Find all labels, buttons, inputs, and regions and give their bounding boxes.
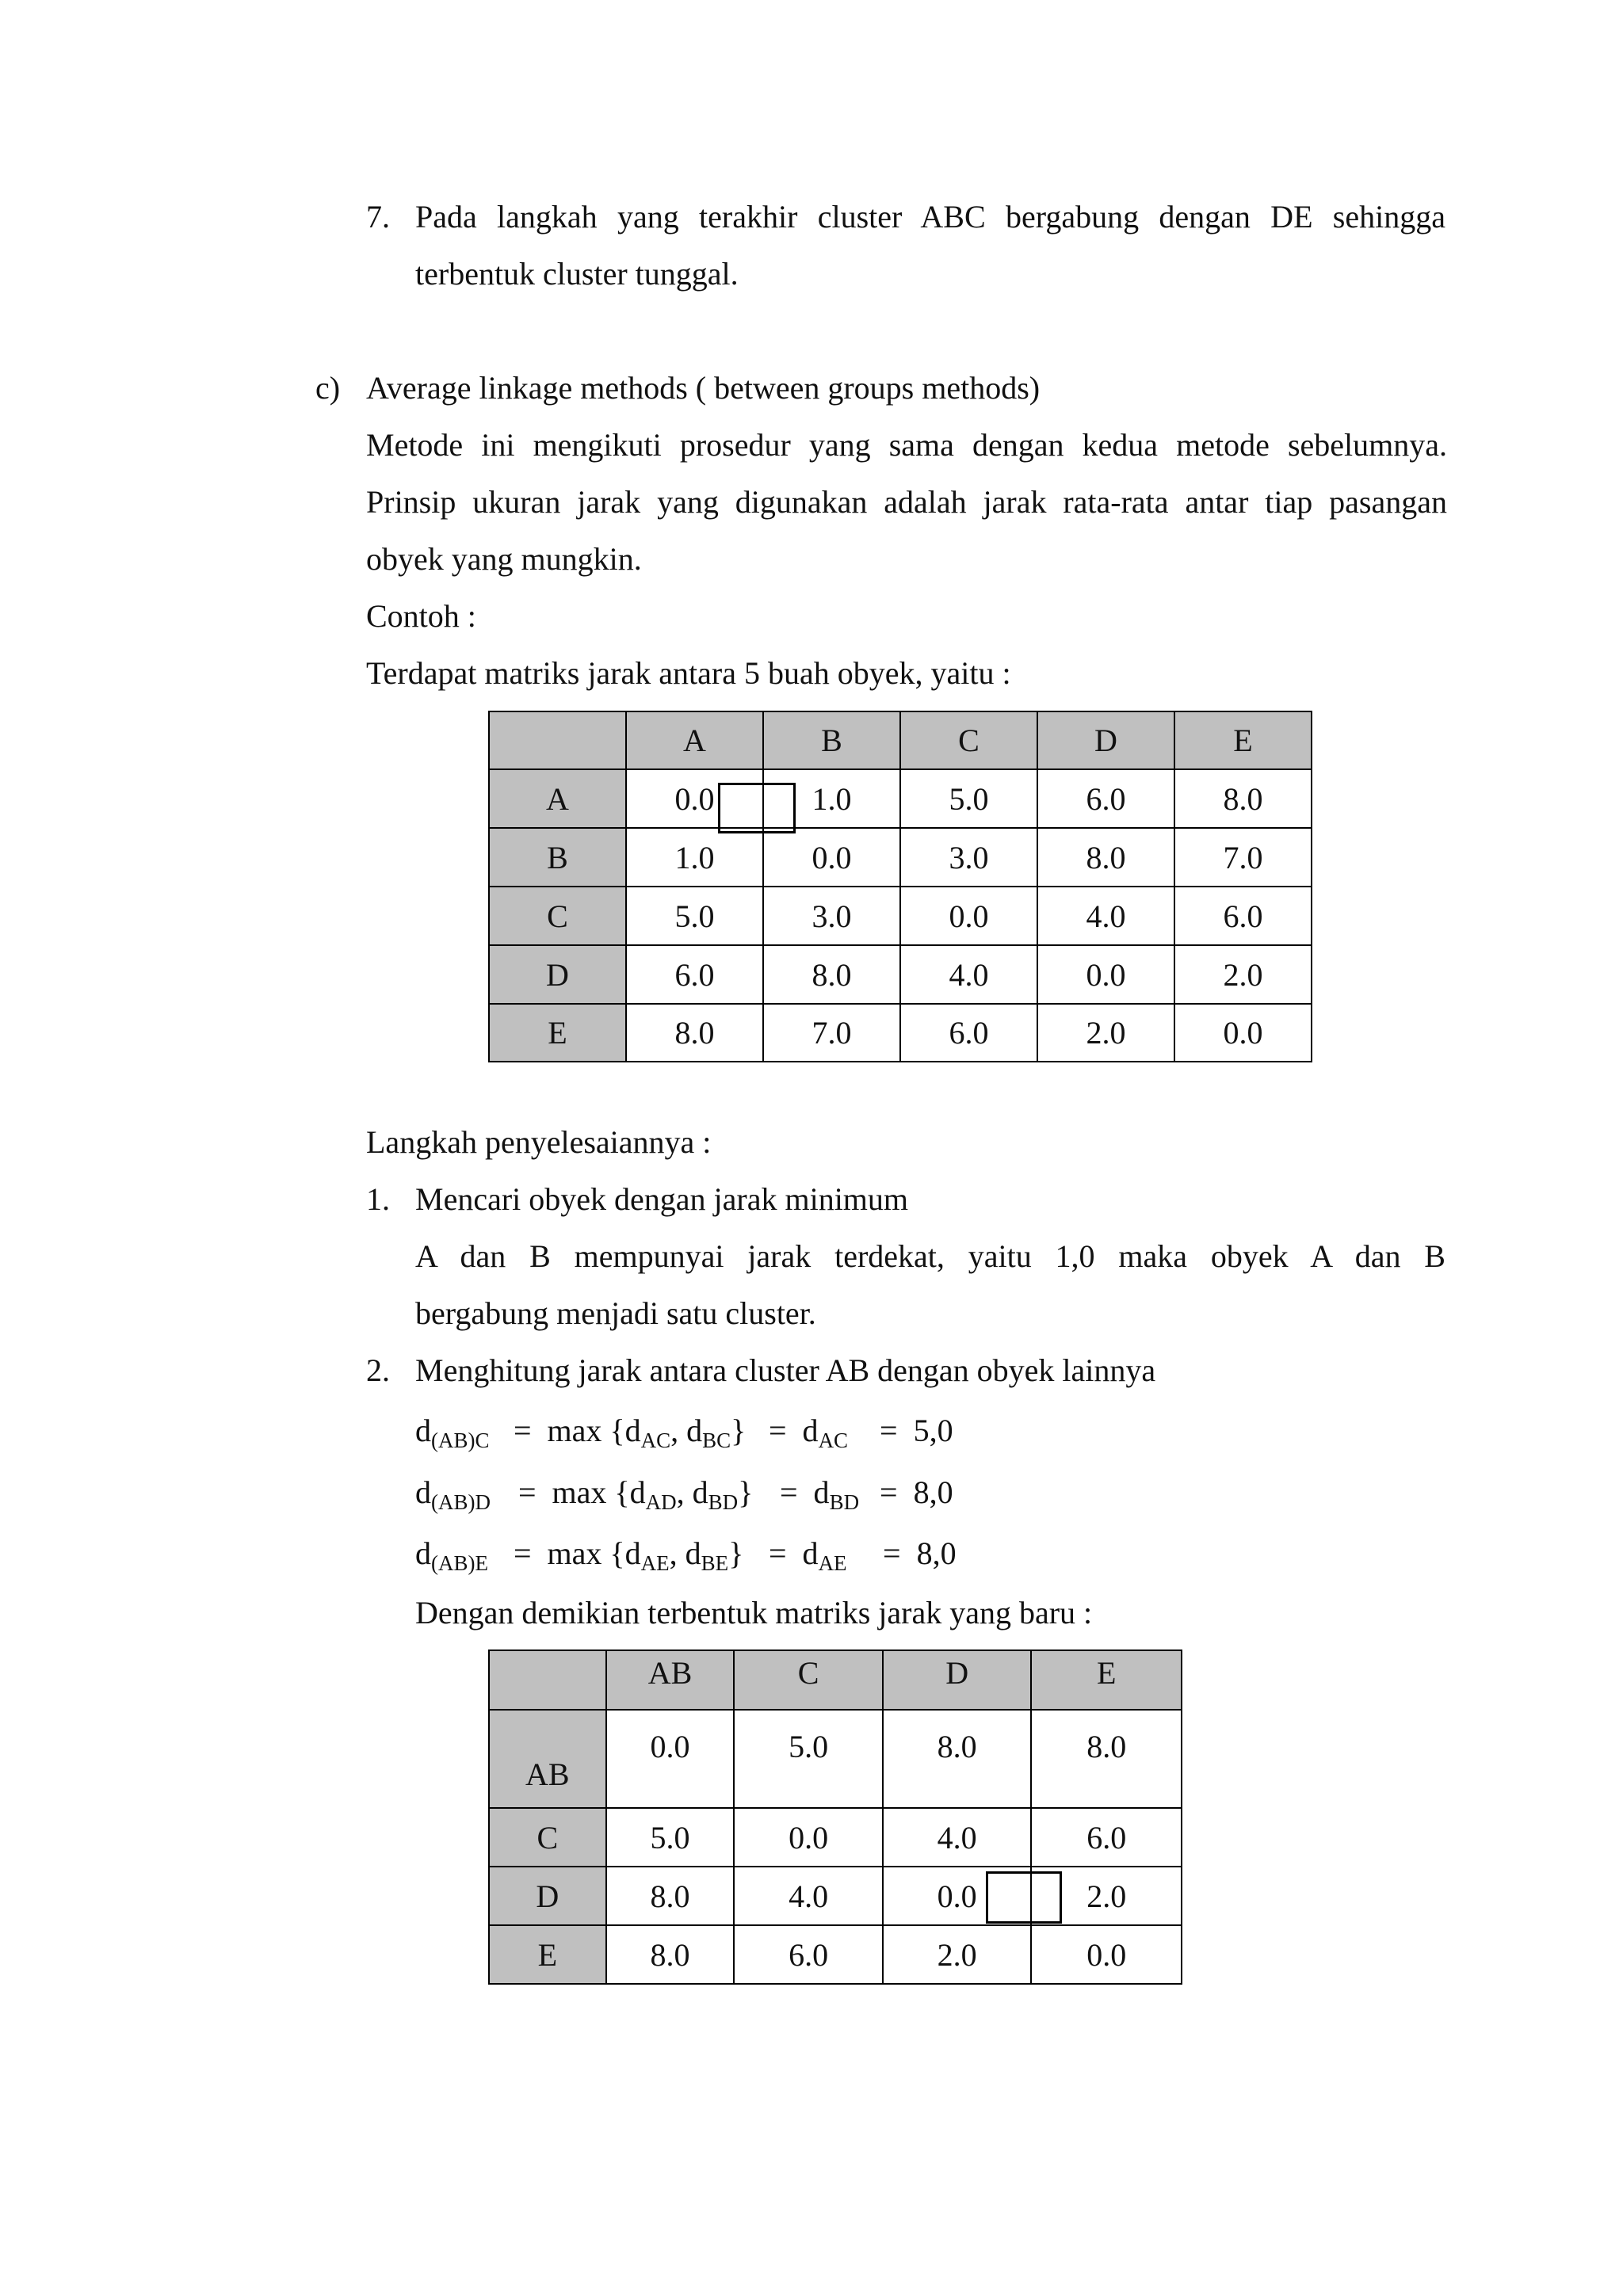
equation-row: $d_{(AB)E}$ = $\max \{d_{AE}$, $d_{BE}$} = $d_{AE}$ = 8,0 <box>415 1535 957 1575</box>
table-row <box>489 1867 1182 1925</box>
matrix2-cell: 8.0 <box>883 1710 1032 1808</box>
matrix1-corner-cell <box>489 711 626 769</box>
matrix2-corner-cell <box>489 1650 606 1710</box>
matrix1-cell: 4.0 <box>1037 887 1174 945</box>
table-row <box>489 887 1312 945</box>
matrix1-cell: 5.0 <box>900 769 1037 828</box>
minimum-highlight-box <box>986 1871 1062 1924</box>
matrix1-cell: 0.0 <box>1037 945 1174 1004</box>
equation-row: $d_{(AB)D}$ = $\max \{d_{AD}$, $d_{BD}$} = $d_{BD}$ = 8,0 <box>415 1474 953 1514</box>
section-para-line1: Metode ini mengikuti prosedur yang sama dengan kedua metode sebelumnya. <box>366 427 1447 463</box>
matrix1-col-header: B <box>763 711 900 769</box>
matrix1-cell: 6.0 <box>1174 887 1312 945</box>
distance-matrix-2 <box>488 1650 1182 1985</box>
matrix2-cell: 0.0 <box>883 1867 1032 1925</box>
section-title: Average linkage methods ( between groups methods) <box>366 370 1041 406</box>
table-row <box>489 1004 1312 1062</box>
matrix2-cell: 0.0 <box>734 1808 883 1867</box>
matrix1-cell: 8.0 <box>1174 769 1312 828</box>
matrix2-cell: 8.0 <box>606 1925 735 1984</box>
table-row <box>489 769 1312 828</box>
matrix1-header-row <box>489 711 1312 769</box>
new-matrix-intro: Dengan demikian terbentuk matriks jarak yang baru : <box>415 1595 1093 1630</box>
matrix2-cell: 6.0 <box>1031 1808 1182 1867</box>
matrix1-row-header: D <box>489 945 626 1004</box>
section-para-line3: obyek yang mungkin. <box>366 541 642 577</box>
matrix1-row-header: E <box>489 1004 626 1062</box>
matrix1-row-header: C <box>489 887 626 945</box>
matrix2-cell: 6.0 <box>734 1925 883 1984</box>
matrix1-row-header: A <box>489 769 626 828</box>
matrix1-cell: 5.0 <box>626 887 763 945</box>
matrix1-cell: 6.0 <box>626 945 763 1004</box>
matrix1-cell: 0.0 <box>900 887 1037 945</box>
minimum-highlight-box <box>718 783 796 833</box>
matrix1-row-header: B <box>489 828 626 887</box>
matrix2-col-header: AB <box>606 1650 735 1710</box>
matrix1-cell: 8.0 <box>626 1004 763 1062</box>
matrix1-col-header: A <box>626 711 763 769</box>
matrix2-cell: 8.0 <box>606 1867 735 1925</box>
matrix1-cell: 1.0 <box>763 769 900 828</box>
matrix2-row-header: E <box>489 1925 606 1984</box>
matrix2-col-header: E <box>1031 1650 1182 1710</box>
table-row <box>489 1925 1182 1984</box>
matrix1-cell: 3.0 <box>763 887 900 945</box>
matrix2-header-row <box>489 1650 1182 1710</box>
table-row <box>489 945 1312 1004</box>
matrix1-col-header: D <box>1037 711 1174 769</box>
matrix2-cell: 2.0 <box>1031 1867 1182 1925</box>
matrix1-cell: 7.0 <box>763 1004 900 1062</box>
item7-line2: terbentuk cluster tunggal. <box>415 256 739 292</box>
equation-row: $d_{(AB)C}$ = $\max \{d_{AC}$, $d_{BC}$} = $d_{AC}$ = 5,0 <box>415 1413 953 1452</box>
matrix2-cell: 4.0 <box>883 1808 1032 1867</box>
table-row <box>489 1808 1182 1867</box>
matrix1-cell: 0.0 <box>626 769 763 828</box>
matrix2-cell: 0.0 <box>1031 1925 1182 1984</box>
matrix2-row-header: C <box>489 1808 606 1867</box>
matrix2-row-header: AB <box>489 1710 606 1808</box>
steps-heading: Langkah penyelesaiannya : <box>366 1124 712 1160</box>
step1-line2: bergabung menjadi satu cluster. <box>415 1295 816 1331</box>
matrix2-col-header: C <box>734 1650 883 1710</box>
matrix2-cell: 0.0 <box>606 1710 735 1808</box>
step1-line1: A dan B mempunyai jarak terdekat, yaitu 1,0 maka obyek A dan B <box>415 1238 1445 1274</box>
table-row <box>489 1710 1182 1808</box>
list-number-1: 1. <box>366 1181 390 1217</box>
matrix1-cell: 3.0 <box>900 828 1037 887</box>
matrix2-row-header: D <box>489 1867 606 1925</box>
matrix1-col-header: C <box>900 711 1037 769</box>
matrix1-cell: 2.0 <box>1037 1004 1174 1062</box>
table-row <box>489 828 1312 887</box>
matrix2-cell: 5.0 <box>606 1808 735 1867</box>
distance-matrix-1 <box>488 711 1312 1062</box>
list-number-2: 2. <box>366 1352 390 1388</box>
matrix2-cell: 2.0 <box>883 1925 1032 1984</box>
matrix-intro: Terdapat matriks jarak antara 5 buah obyek, yaitu : <box>366 655 1011 691</box>
matrix2-cell: 4.0 <box>734 1867 883 1925</box>
matrix1-col-header: E <box>1174 711 1312 769</box>
matrix1-cell: 8.0 <box>1037 828 1174 887</box>
matrix1-cell: 7.0 <box>1174 828 1312 887</box>
step2-title: Menghitung jarak antara cluster AB dengan obyek lainnya <box>415 1352 1156 1388</box>
matrix1-cell: 0.0 <box>1174 1004 1312 1062</box>
matrix2-col-header: D <box>883 1650 1032 1710</box>
matrix1-cell: 0.0 <box>763 828 900 887</box>
section-marker-c: c) <box>315 370 341 406</box>
matrix2-cell: 8.0 <box>1031 1710 1182 1808</box>
section-para-line2: Prinsip ukuran jarak yang digunakan adalah jarak rata-rata antar tiap pasangan <box>366 484 1447 520</box>
matrix1-cell: 6.0 <box>900 1004 1037 1062</box>
item7-line1: Pada langkah yang terakhir cluster ABC bergabung dengan DE sehingga <box>415 199 1445 235</box>
matrix2-cell: 5.0 <box>734 1710 883 1808</box>
matrix1-cell: 6.0 <box>1037 769 1174 828</box>
matrix1-cell: 1.0 <box>626 828 763 887</box>
matrix1-cell: 2.0 <box>1174 945 1312 1004</box>
list-number-7: 7. <box>366 199 390 235</box>
matrix1-cell: 8.0 <box>763 945 900 1004</box>
matrix1-cell: 4.0 <box>900 945 1037 1004</box>
step1-title: Mencari obyek dengan jarak minimum <box>415 1181 909 1217</box>
example-label: Contoh : <box>366 598 476 634</box>
